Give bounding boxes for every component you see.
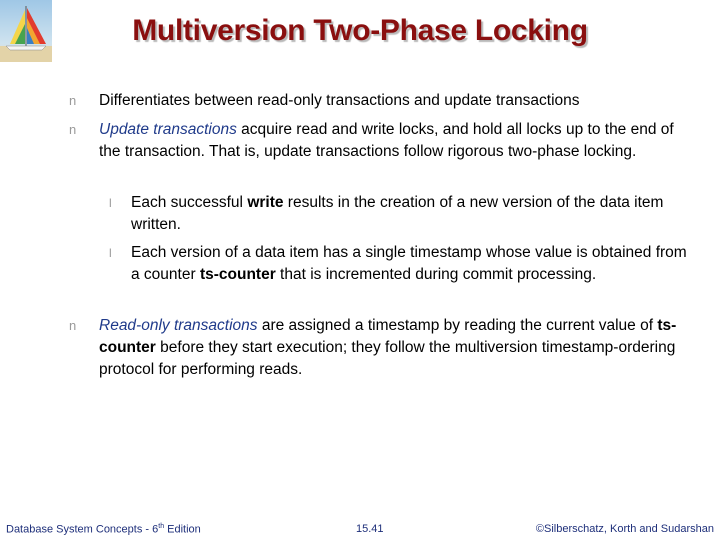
footer-edition-text: Edition (164, 523, 201, 536)
bullet-text-post: before they start execution; they follow the multiversion timestamp-ordering protocol for performing reads. (99, 339, 676, 378)
bullet-text: Differentiates between read-only transactions and update transactions (99, 92, 580, 109)
slide-title: Multiversion Two-Phase Locking (132, 14, 588, 47)
subbullet-text-pre: Each successful (131, 194, 248, 211)
subbullet-marker: l (109, 196, 112, 210)
emphasis-update-transactions: Update transactions (99, 121, 237, 138)
footer-copyright: ©Silberschatz, Korth and Sudarshan (535, 523, 714, 535)
bullet-text: acquire read and write locks, and hold all locks up to the end of the transaction. That is, update transactions follow rigorous two-phase locking. (99, 121, 674, 160)
bullet-read-only-transactions (69, 315, 689, 381)
bullet-marker: n (69, 122, 77, 137)
footer-book-title-text: Database System Concepts - 6 (6, 523, 159, 536)
subbullet-timestamp (109, 242, 691, 286)
footer-page-number: 15.41 (356, 523, 384, 535)
emphasis-read-only-transactions: Read-only transactions (99, 317, 258, 334)
bullet-text-pre: are assigned a timestamp by reading the current value of (257, 317, 658, 334)
subbullet-text-post: that is incremented during commit processing. (275, 266, 597, 283)
bullet-marker: n (69, 93, 77, 108)
footer-edition-sup: th (158, 523, 165, 530)
subbullet-marker: l (109, 246, 112, 260)
subbullet-text-post: results in the creation of a new version of the data item written. (131, 194, 664, 233)
bullet-read-only-vs-update (69, 90, 699, 112)
subbullet-text-pre: Each version of a data item has a single timestamp whose value is obtained from a counter (131, 244, 687, 283)
bullet-update-transactions (69, 119, 689, 163)
bullet-marker: n (69, 318, 77, 333)
keyword-ts-counter: ts-counter (199, 266, 276, 283)
keyword-ts-counter: ts-counter (99, 317, 677, 356)
keyword-write: write (247, 194, 284, 211)
subbullet-write-versions (109, 192, 691, 236)
footer-book-title (6, 523, 201, 536)
